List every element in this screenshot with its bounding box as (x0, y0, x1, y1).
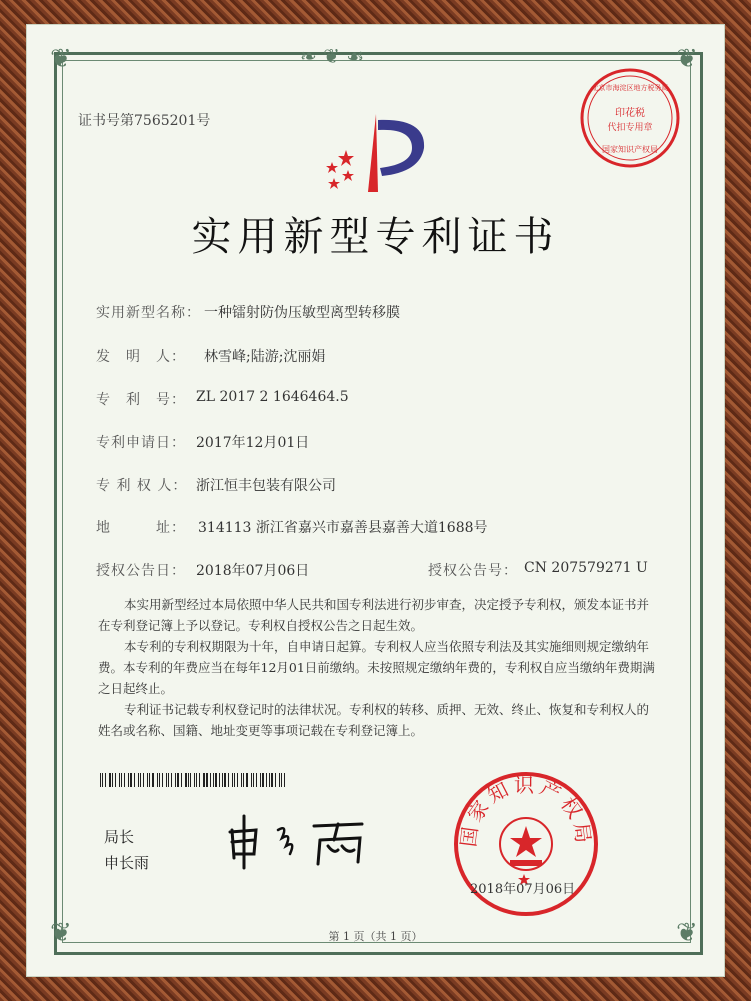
barcode-bar (140, 773, 141, 787)
seal-date: 2018年07月06日 (470, 882, 576, 897)
barcode-bar (181, 773, 182, 787)
barcode-bar (210, 773, 211, 787)
barcode-bar (224, 773, 226, 787)
barcode-bar (109, 773, 111, 787)
paragraph-legal-status: 专利证书记载专利权登记时的法律状况。专利权的转移、质押、无效、终止、恢复和专利权人的姓名或名称、国籍、地址变更等事项记载在专利登记簿上。 (98, 702, 650, 738)
corner-ornament-icon: ❦ (676, 918, 698, 948)
name-label: 实用新型名称： (96, 305, 201, 321)
corner-ornament-icon: ❦ (676, 44, 698, 74)
barcode-bar (243, 773, 244, 787)
barcode-bar (222, 773, 223, 787)
address-label: 地 址： (96, 520, 186, 536)
barcode-bar (177, 773, 179, 787)
handwritten-signature (222, 810, 382, 870)
certificate-title: 实用新型专利证书 (191, 214, 560, 260)
barcode-bar (203, 773, 205, 787)
barcode-bar (185, 773, 186, 787)
name-value: 一种镭射防伪压敏型离型转移膜 (204, 305, 400, 321)
inventor-value: 林雪峰;陆游;沈丽娟 (204, 349, 326, 365)
page-footer: 第 1 页（共 1 页） (328, 930, 423, 943)
barcode-bar (284, 773, 285, 787)
barcode-bar (281, 773, 282, 787)
patent-number-value: ZL 2017 2 1646464.5 (196, 389, 349, 405)
tax-stamp-icon (578, 66, 682, 170)
barcode-bar (246, 773, 248, 787)
barcode-bar (251, 773, 252, 787)
tax-stamp-line-3: 代扣专用章 (607, 123, 653, 133)
barcode-bar (166, 773, 167, 787)
barcode-bar (275, 773, 276, 787)
barcode-bar (175, 773, 176, 787)
holder-value: 浙江恒丰包装有限公司 (196, 478, 336, 494)
corner-ornament-icon: ❦ (50, 918, 72, 948)
grant-number-label: 授权公告号： (428, 563, 518, 579)
barcode-bar (269, 773, 270, 787)
barcode-bar (213, 773, 214, 787)
barcode-bar (196, 773, 197, 787)
barcode-bar (199, 773, 200, 787)
tax-stamp-line-2: 印花税 (615, 108, 645, 119)
grant-number-value: CN 207579271 U (524, 560, 648, 576)
address-value: 314113 浙江省嘉兴市嘉善县嘉善大道1688号 (198, 520, 488, 536)
barcode-bar (128, 773, 129, 787)
barcode-bar (102, 773, 103, 787)
barcode (100, 773, 288, 787)
barcode-bar (215, 773, 216, 787)
top-ornament-icon: ❧ ❦ ☙ (300, 44, 365, 68)
barcode-bar (262, 773, 263, 787)
barcode-bar (159, 773, 160, 787)
barcode-bar (138, 773, 139, 787)
application-date-label: 专利申请日： (96, 435, 186, 451)
barcode-bar (121, 773, 122, 787)
signatory-name: 申长雨 (104, 854, 150, 872)
barcode-bar (134, 773, 135, 787)
barcode-bar (279, 773, 280, 787)
inventor-label: 发 明 人： (96, 349, 186, 365)
barcode-bar (143, 773, 144, 787)
barcode-bar (228, 773, 229, 787)
barcode-bar (256, 773, 257, 787)
barcode-bar (162, 773, 163, 787)
barcode-bar (266, 773, 267, 787)
barcode-bar (232, 773, 233, 787)
corner-ornament-icon: ❦ (50, 44, 72, 74)
barcode-bar (190, 773, 191, 787)
barcode-bar (112, 773, 113, 787)
barcode-bar (149, 773, 150, 787)
tax-stamp-line-4: 国家知识产权局 (602, 145, 658, 154)
paragraph-term: 本专利的专利权期限为十年，自申请日起算。专利权人应当依照专利法及其实施细则规定缴纳年费。本专利的年费应当在每年12月01日前缴纳。未按照规定缴纳年费的，专利权自应当缴纳年费期满之日起终止。 (98, 639, 655, 696)
barcode-bar (147, 773, 148, 787)
grant-date-value: 2018年07月06日 (196, 563, 310, 579)
barcode-bar (206, 773, 207, 787)
barcode-bar (271, 773, 273, 787)
patent-number-label: 专 利 号： (96, 392, 186, 408)
barcode-bar (130, 773, 132, 787)
barcode-bar (105, 773, 106, 787)
barcode-bar (119, 773, 120, 787)
holder-label: 专 利 权 人： (96, 478, 188, 494)
barcode-bar (168, 773, 169, 787)
barcode-bar (241, 773, 242, 787)
application-date-value: 2017年12月01日 (196, 435, 310, 451)
patent-office-logo-icon (318, 110, 438, 196)
barcode-bar (234, 773, 235, 787)
barcode-bar (237, 773, 238, 787)
certificate-number: 证书号第7565201号 (78, 113, 211, 129)
barcode-bar (100, 773, 101, 787)
barcode-bar (115, 773, 116, 787)
paragraph-grant: 本实用新型经过本局依照中华人民共和国专利法进行初步审查，决定授予专利权，颁发本证书并在专利登记簿上予以登记。专利权自授权公告之日起生效。 (98, 597, 650, 633)
barcode-bar (152, 773, 154, 787)
barcode-bar (253, 773, 254, 787)
grant-date-label: 授权公告日： (96, 563, 186, 579)
barcode-bar (171, 773, 172, 787)
barcode-bar (188, 773, 189, 787)
barcode-bar (194, 773, 195, 787)
barcode-bar (260, 773, 261, 787)
signatory-title: 局长 (104, 828, 135, 846)
barcode-bar (157, 773, 158, 787)
barcode-bar (124, 773, 125, 787)
barcode-bar (219, 773, 220, 787)
tax-stamp-line-1: 北京市海淀区地方税务局 (591, 84, 669, 92)
seal-ring-text: 国家知识产权局 (456, 773, 596, 849)
